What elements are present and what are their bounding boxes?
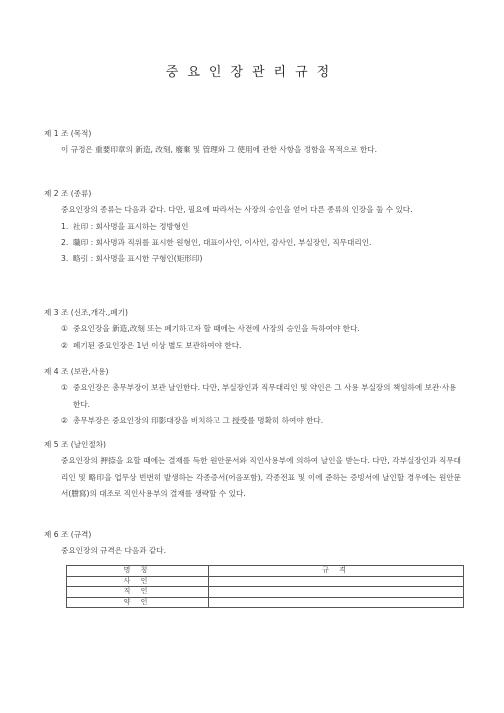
table-cell: 약 인 <box>67 597 209 608</box>
article-body <box>61 380 461 429</box>
seal-spec-table <box>66 565 464 608</box>
article-body <box>61 453 461 502</box>
item-number: ① <box>61 324 68 334</box>
item-text: 職印 : 회사명과 직위를 표시한 원형인, 대표이사인, 이사인, 감사인, 부실장인, 직무대리인. <box>73 237 372 247</box>
article-paragraph: 중요인장의 규격은 다음과 같다. <box>61 546 167 556</box>
list-item <box>61 338 461 354</box>
article-heading: 제 4 조 (보관,사용) <box>44 367 109 376</box>
article-heading: 제 2 조 (종류) <box>44 189 92 198</box>
table-cell <box>209 597 464 608</box>
article-1 <box>44 126 461 159</box>
article-3 <box>44 305 461 354</box>
article-paragraph: 중요인장의 종류는 다음과 같다. 다만, 필요에 따라서는 사장의 승인을 얻어 다른 종류의 인장을 둘 수 있다. <box>61 205 413 215</box>
article-heading: 제 3 조 (신조,개각.,폐기) <box>44 308 128 317</box>
article-4 <box>44 364 461 429</box>
table-row <box>67 576 464 587</box>
item-number: ② <box>61 415 68 425</box>
list-item <box>61 235 461 251</box>
item-text: 社印 : 회사명을 표시하는 정방형인 <box>73 221 189 231</box>
item-text: 중요인장을 新造,改刻 또는 폐기하고자 할 때에는 사전에 사장의 승인을 득하여야 한다. <box>73 324 360 334</box>
table-header-name: 명 칭 <box>67 566 209 577</box>
table-cell: 직 인 <box>67 587 209 598</box>
item-number: 1. <box>61 221 69 231</box>
item-number: 2. <box>61 237 69 247</box>
article-heading: 제 6 조 (규격) <box>44 530 92 539</box>
article-body <box>61 321 461 354</box>
table-cell: 사 인 <box>67 576 209 587</box>
article-body <box>61 202 461 267</box>
item-text: 폐기된 중요인장은 1년 이상 별도 보관하여야 한다. <box>73 340 242 350</box>
table-header-spec: 규 격 <box>209 566 464 577</box>
document-title: 중요인장관리규정 <box>165 65 339 80</box>
article-body <box>61 543 461 559</box>
list-item <box>61 219 461 235</box>
article-2 <box>44 186 461 267</box>
list-item <box>61 321 461 337</box>
item-text: 略引 : 회사명을 표시한 구형인(矩形印) <box>73 254 203 264</box>
list-item <box>61 413 461 429</box>
table-row <box>67 597 464 608</box>
table-header-row <box>67 566 464 577</box>
article-5 <box>44 437 461 502</box>
table-cell <box>209 587 464 598</box>
article-paragraph: 중요인장의 押捺을 요할 때에는 결재를 득한 원안문서와 직인사용부에 의하여 날인을 받는다. 다만, 각부실장인과 직무대리인 및 略印을 업무상 빈번히 발생하는 각종증서(어음포함), 각종전표 및 이에 준하는 증빙서에 날인할 경우에는 원안문서(謄寫)의 대조로 직인사용부의 결재를 생략할 수 있다. <box>61 456 461 498</box>
article-paragraph: 이 규정은 重要印章의 新造, 改刻, 廢棄 및 管理와 그 使用에 관한 사항을 정함을 목적으로 한다. <box>61 145 378 155</box>
list-item <box>61 251 461 267</box>
item-number: ① <box>61 383 68 393</box>
item-number: 3. <box>61 254 69 264</box>
list-item <box>61 380 461 413</box>
article-heading: 제 1 조 (목적) <box>44 129 92 138</box>
table-cell <box>209 576 464 587</box>
item-text: 총무부장은 중요인장의 印影대장을 비치하고 그 授受를 명확히 하여야 한다. <box>73 415 324 425</box>
item-number: ② <box>61 340 68 350</box>
item-text: 중요인장은 총무부장이 보관 날인한다. 다만, 부실장인과 직무대리인 및 약인은 그 사용 부실장의 책임하에 보관·사용한다. <box>73 383 457 409</box>
article-heading: 제 5 조 (날인절차) <box>44 440 107 449</box>
table-row <box>67 587 464 598</box>
article-6 <box>44 527 461 560</box>
article-body <box>61 142 461 158</box>
